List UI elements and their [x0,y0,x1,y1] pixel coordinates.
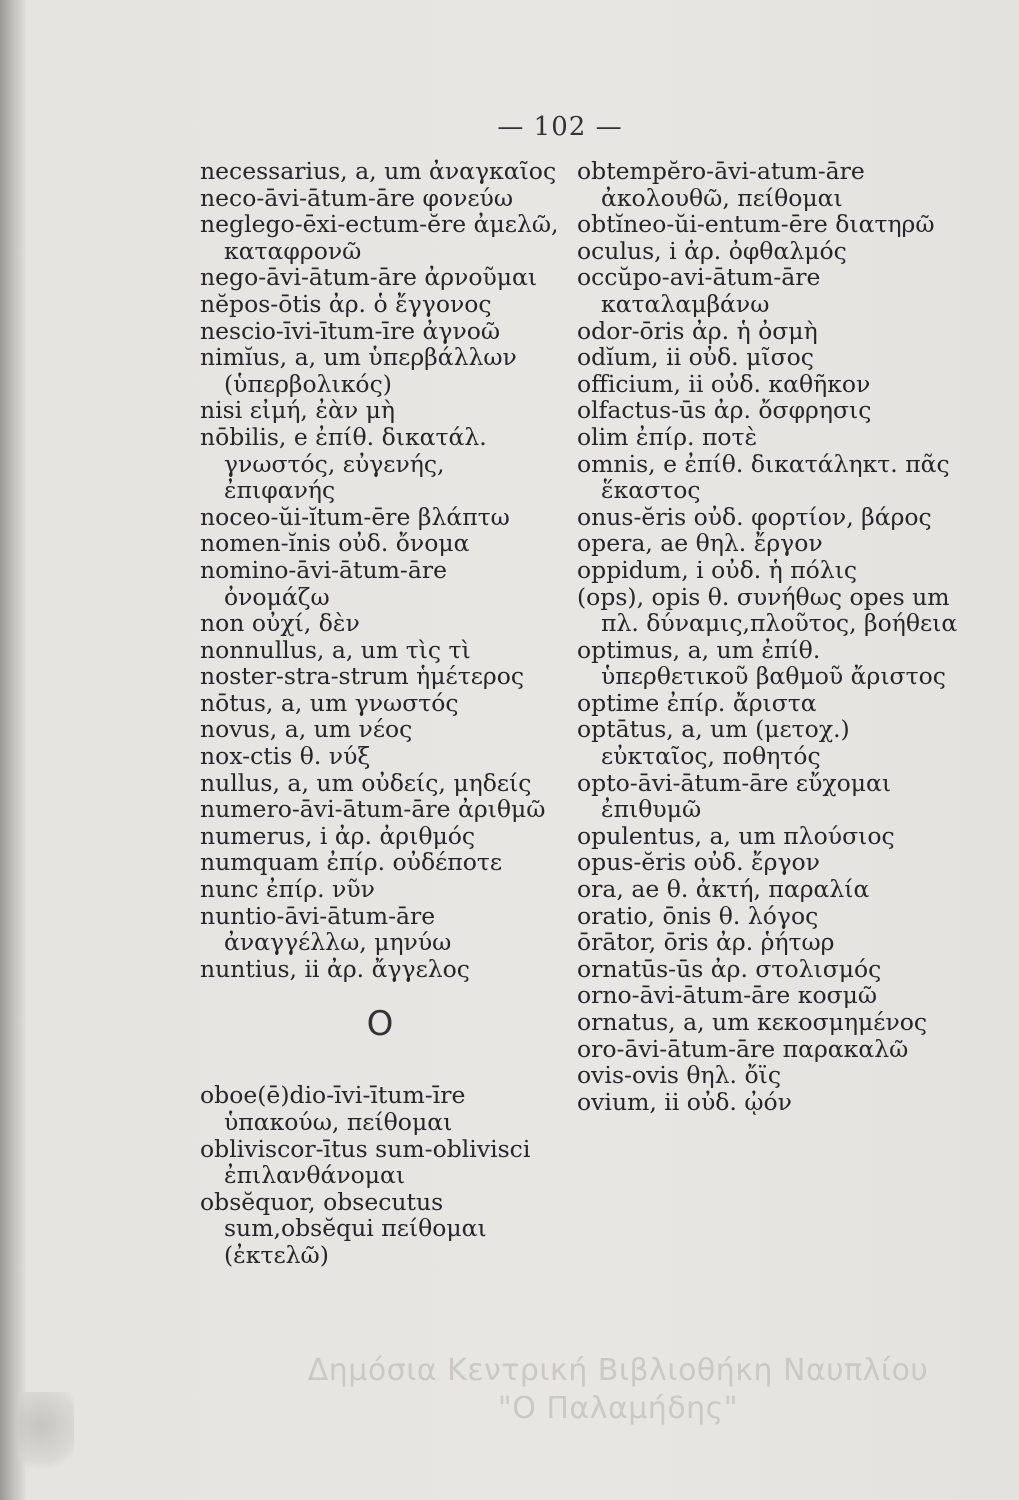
dictionary-entry: oculus, i ἀρ. ὀφθαλμός [577,236,847,265]
dictionary-entry: oppidum, i οὐδ. ἡ πόλις [577,555,858,584]
dictionary-entry: omnis, e ἐπίθ. δικατάληκτ. πᾶς ἕκαστος [577,449,950,505]
left-entries-after [200,1082,560,1268]
dictionary-entry: obtĭneo-ŭi-entum-ēre διατηρῶ [577,210,935,239]
dictionary-entry: ovis-ovis θηλ. ὄϊς [577,1061,781,1090]
dictionary-entry: nimĭus, a, um ὑπερβάλλων (ὑπερβολικός) [200,343,517,398]
dictionary-entry: nunc ἐπίρ. νῦν [200,875,375,904]
dictionary-entry: ōrātor, ōris ἀρ. ῥήτωρ [577,928,835,957]
dictionary-entry: nĕpos-ōtis ἀρ. ὁ ἔγγονος [200,289,492,318]
dictionary-entry: noster-stra-strum ἡμέτερος [200,662,525,691]
watermark-line-1: Δημόσια Κεντρική Βιβλιοθήκη Ναυπλίου [307,1353,929,1388]
dictionary-entry: oratio, ōnis θ. λόγος [577,901,819,930]
watermark-line-2: "Ο Παλαμήδης" [497,1391,739,1426]
dictionary-entry: odĭum, ii οὐδ. μῖσος [577,343,814,372]
dictionary-entry: non οὐχί, δὲν [200,609,360,638]
dictionary-entry: ornatūs-ūs ἀρ. στολισμός [577,954,882,983]
dictionary-entry: obtempĕro-āvi-atum-āre ἀκολουθῶ, πείθομαι [577,157,865,212]
dictionary-entry: olfactus-ūs ἀρ. ὄσφρησις [577,396,872,425]
dictionary-entry: (ops), opis θ. συνήθως opes um πλ. δύναμις,πλοῦτος, βοήθεια [577,582,958,638]
dictionary-entry: onus-ĕris οὐδ. φορτίον, βάρος [577,502,932,531]
left-entries-before [200,158,560,982]
dictionary-entry: nego-āvi-ātum-āre ἀρνοῦμαι [200,263,538,292]
dictionary-entry: nonnullus, a, um τὶς τὶ [200,635,471,664]
dictionary-entry: opulentus, a, um πλούσιος [577,821,895,850]
dictionary-entry: nomen-ĭnis οὐδ. ὄνομα [200,529,470,558]
dictionary-entry: opto-āvi-ātum-āre εὔχομαι ἐπιθυμῶ [577,768,892,824]
dictionary-entry: numquam ἐπίρ. οὐδέποτε [200,848,503,877]
dictionary-entry: nuntio-āvi-ātum-āre ἀναγγέλλω, μηνύω [200,901,452,957]
dictionary-entry: oboe(ē)dio-īvi-ītum-īre ὑπακούω, πείθομαι [200,1081,466,1136]
dictionary-entry: olim ἐπίρ. ποτὲ [577,422,758,451]
dictionary-entry: numerus, i ἀρ. ἀριθμός [200,821,476,850]
dictionary-entry: nomino-āvi-ātum-āre ὀνομάζω [200,555,448,611]
dictionary-entry: noceo-ŭi-ĭtum-ēre βλάπτω [200,502,510,531]
dictionary-entry: novus, a, um νέος [200,715,413,744]
right-entries [577,158,967,1115]
stamp-mark [18,1392,74,1476]
page-spine-shadow [0,0,26,1500]
dictionary-entry: oro-āvi-ātum-āre παρακαλῶ [577,1034,909,1063]
dictionary-entry: nōtus, a, um γνωστός [200,688,459,717]
right-column [577,158,967,1115]
dictionary-entry: opera, ae θηλ. ἔργον [577,529,823,558]
dictionary-entry: ovium, ii οὐδ. ᾠόν [577,1087,792,1116]
dictionary-entry: obliviscor-ītus sum-oblivisci ἐπιλανθάνομαι [200,1134,531,1190]
dictionary-entry: nisi εἰμή, ἐὰν μὴ [200,396,395,425]
left-column [200,158,560,1269]
dictionary-entry: nescio-īvi-ītum-īre ἀγνοῶ [200,316,501,345]
dictionary-entry: nuntius, ii ἀρ. ἄγγελος [200,954,470,983]
dictionary-entry: opus-ĕris οὐδ. ἔργον [577,848,820,877]
dictionary-entry: obsĕquor, obsecutus sum,obsĕqui πείθομαι (ἐκτελῶ) [200,1187,487,1269]
dictionary-entry: optimus, a, um ἐπίθ. ὑπερθετικοῦ βαθμοῦ ἄριστος [577,635,946,691]
dictionary-entry: optātus, a, um (μετοχ.) εὐκταῖος, ποθητός [577,715,850,771]
dictionary-entry: orno-āvi-ātum-āre κοσμῶ [577,981,878,1010]
dictionary-entry: occŭpo-avi-ātum-āre καταλαμβάνω [577,263,821,318]
dictionary-entry: nōbilis, e ἐπίθ. δικατάλ. γνωστός, εὐγενής, ἐπιφανής [200,422,487,505]
dictionary-entry: nox-ctis θ. νύξ [200,742,371,771]
dictionary-entry: ora, ae θ. ἀκτή, παραλία [577,875,870,904]
page-number: — 102 — [497,112,623,142]
dictionary-entry: neglego-ēxi-ectum-ĕre ἀμελῶ, καταφρονῶ [200,210,559,265]
dictionary-entry: nullus, a, um οὐδείς, μηδείς [200,768,532,797]
dictionary-entry: officium, ii οὐδ. καθῆκον [577,369,871,398]
letter-heading: O [366,1004,394,1045]
dictionary-entry: optime ἐπίρ. ἄριστα [577,688,817,717]
dictionary-entry: odor-ōris ἀρ. ἡ ὀσμὴ [577,316,818,345]
dictionary-entry: ornatus, a, um κεκοσμημένος [577,1008,928,1036]
dictionary-entry: necessarius, a, um ἀναγκαῖος [200,157,557,185]
dictionary-entry: numero-āvi-ātum-āre ἀριθμῶ [200,795,546,824]
library-watermark [228,1352,1008,1428]
dictionary-entry: neco-āvi-ātum-āre φονεύω [200,183,513,212]
